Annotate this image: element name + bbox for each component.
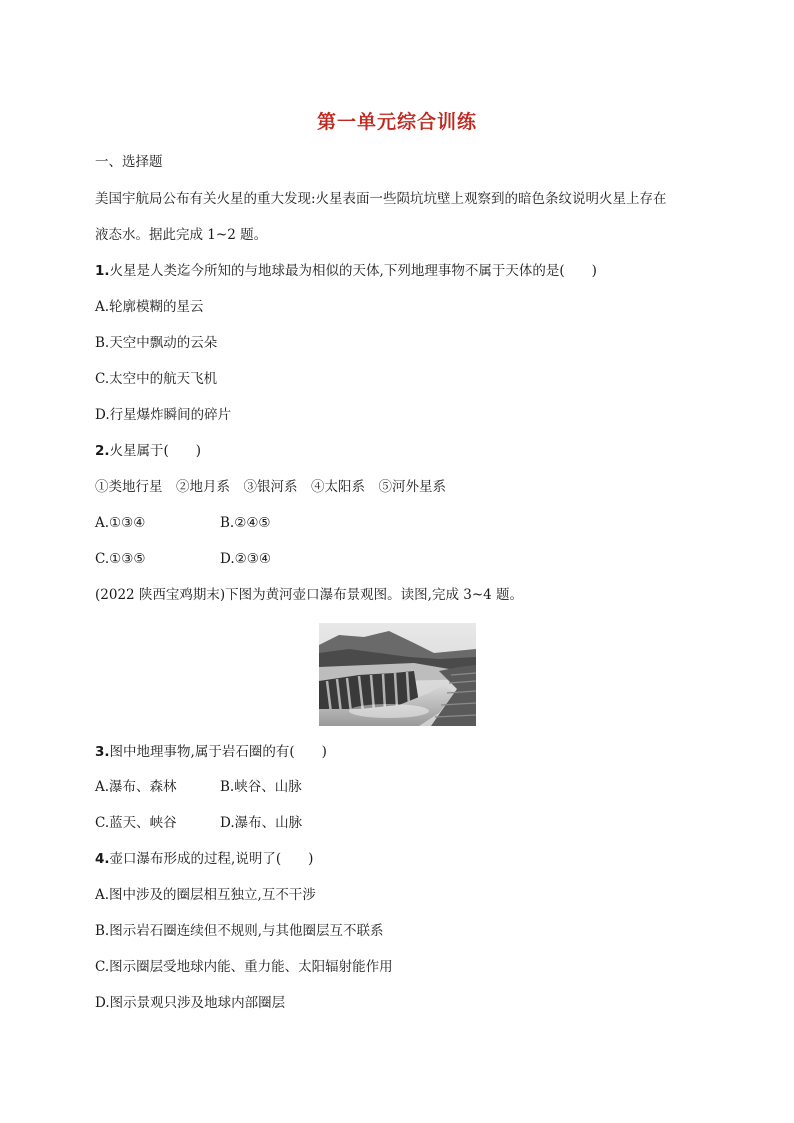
question-4-option-b: B.图示岩石圈连续但不规则,与其他圈层互不联系 xyxy=(95,923,384,939)
question-3-option-a: A.瀑布、森林 xyxy=(95,779,177,795)
question-3-options-row-2 xyxy=(95,813,395,833)
waterfall-photo xyxy=(319,623,476,726)
question-3-option-c: C.蓝天、峡谷 xyxy=(95,815,177,831)
intro-paragraph-line-2: 液态水。据此完成 1~2 题。 xyxy=(95,227,268,243)
question-number: 2. xyxy=(95,443,110,459)
question-2-option-d: D.②③④ xyxy=(220,551,271,567)
page-title: 第一单元综合训练 xyxy=(316,111,477,133)
question-3-option-b: B.峡谷、山脉 xyxy=(220,779,302,795)
question-1-option-b: B.天空中飘动的云朵 xyxy=(95,335,218,351)
question-4-option-d: D.图示景观只涉及地球内部圈层 xyxy=(95,995,286,1011)
question-number: 3. xyxy=(95,744,110,760)
section-heading: 一、选择题 xyxy=(95,154,163,170)
question-1-option-a: A.轮廓模糊的星云 xyxy=(95,299,204,315)
question-2-option-c: C.①③⑤ xyxy=(95,551,146,567)
question-1 xyxy=(95,261,597,281)
question-number: 1. xyxy=(95,263,110,279)
question-4 xyxy=(95,849,313,869)
question-2-option-a: A.①③④ xyxy=(95,515,146,531)
question-2-items: ①类地行星 ②地月系 ③银河系 ④太阳系 ⑤河外星系 xyxy=(95,479,446,495)
question-2-options-row-2 xyxy=(95,549,395,569)
question-stem: 火星是人类迄今所知的与地球最为相似的天体,下列地理事物不属于天体的是( ) xyxy=(109,263,597,279)
question-2-options-row-1 xyxy=(95,513,395,533)
question-stem: 图中地理事物,属于岩石圈的有( ) xyxy=(109,744,327,760)
question-2 xyxy=(95,441,201,461)
question-3-option-d: D.瀑布、山脉 xyxy=(220,815,303,831)
question-2-option-b: B.②④⑤ xyxy=(220,515,271,531)
intro-paragraph-line-1: 美国宇航局公布有关火星的重大发现:火星表面一些陨坑坑壁上观察到的暗色条纹说明火星上存在 xyxy=(95,191,667,207)
question-4-option-a: A.图中涉及的圈层相互独立,互不干涉 xyxy=(95,887,316,903)
intro-paragraph-2: (2022 陕西宝鸡期末)下图为黄河壶口瀑布景观图。读图,完成 3~4 题。 xyxy=(95,587,524,603)
question-stem: 壶口瀑布形成的过程,说明了( ) xyxy=(109,851,314,867)
question-1-option-c: C.太空中的航天飞机 xyxy=(95,371,218,387)
question-1-option-d: D.行星爆炸瞬间的碎片 xyxy=(95,407,232,423)
question-3 xyxy=(95,742,327,762)
question-stem: 火星属于( ) xyxy=(109,443,202,459)
question-3-options-row-1 xyxy=(95,777,395,797)
question-number: 4. xyxy=(95,851,110,867)
question-4-option-c: C.图示圈层受地球内能、重力能、太阳辐射能作用 xyxy=(95,959,393,975)
